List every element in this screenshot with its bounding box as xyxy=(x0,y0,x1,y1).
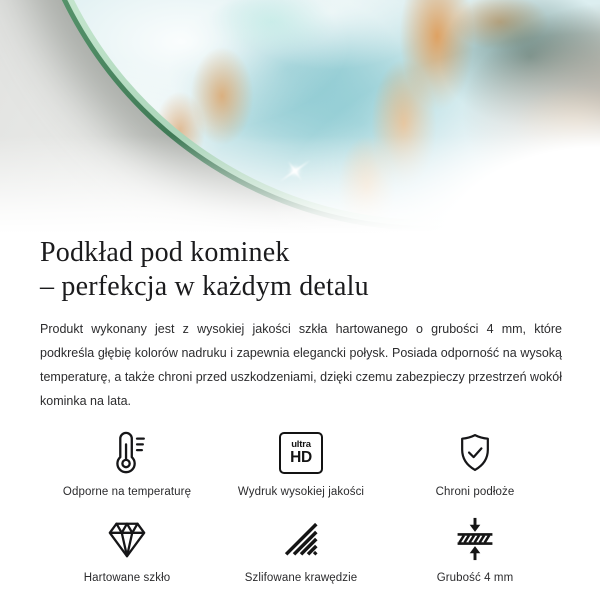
feature-thickness xyxy=(388,515,562,585)
page-title-line1: Podkład pod kominek xyxy=(40,237,290,268)
feature-label: Wydruk wysokiej jakości xyxy=(237,486,365,498)
ultra-hd-text-top: ultra xyxy=(291,439,311,450)
feature-label: Hartowane szkło xyxy=(83,572,171,584)
diamond-icon xyxy=(104,515,150,563)
feature-label: Odporne na temperaturę xyxy=(62,486,192,498)
feature-protects-floor xyxy=(388,429,562,499)
feature-label: Szlifowane krawędzie xyxy=(244,572,358,584)
feature-tempered-glass xyxy=(40,515,214,585)
ultra-hd-text-bottom: HD xyxy=(290,449,312,466)
thermometer-icon xyxy=(104,429,150,477)
polished-edges-icon xyxy=(280,515,322,563)
feature-temperature xyxy=(40,429,214,499)
product-description-text: Produkt wykonany jest z wysokiej jakości szkła hartowanego o grubości 4 mm, które podkreśla głębię kolorów nadruku i zapewnia elegancki połysk. Posiada odporność na wysoką temperaturę, a także chroni przed uszkodzeniami, dzięki czemu zabezpieczy przestrzeń wokół kominka na lata. xyxy=(40,322,562,408)
page-title-line2: – perfekcja w każdym detalu xyxy=(40,271,369,302)
feature-polished-edges xyxy=(214,515,388,585)
feature-print-quality xyxy=(214,429,388,499)
shield-check-icon xyxy=(453,429,497,477)
glass-disc-marble-print xyxy=(32,0,600,220)
page-title xyxy=(40,234,562,304)
product-photo xyxy=(0,0,600,234)
feature-label: Grubość 4 mm xyxy=(436,572,514,584)
content-section xyxy=(0,234,600,585)
features-grid xyxy=(40,429,562,585)
thickness-icon xyxy=(453,515,497,563)
feature-label: Chroni podłoże xyxy=(435,486,515,498)
ultra-hd-icon xyxy=(279,429,323,477)
